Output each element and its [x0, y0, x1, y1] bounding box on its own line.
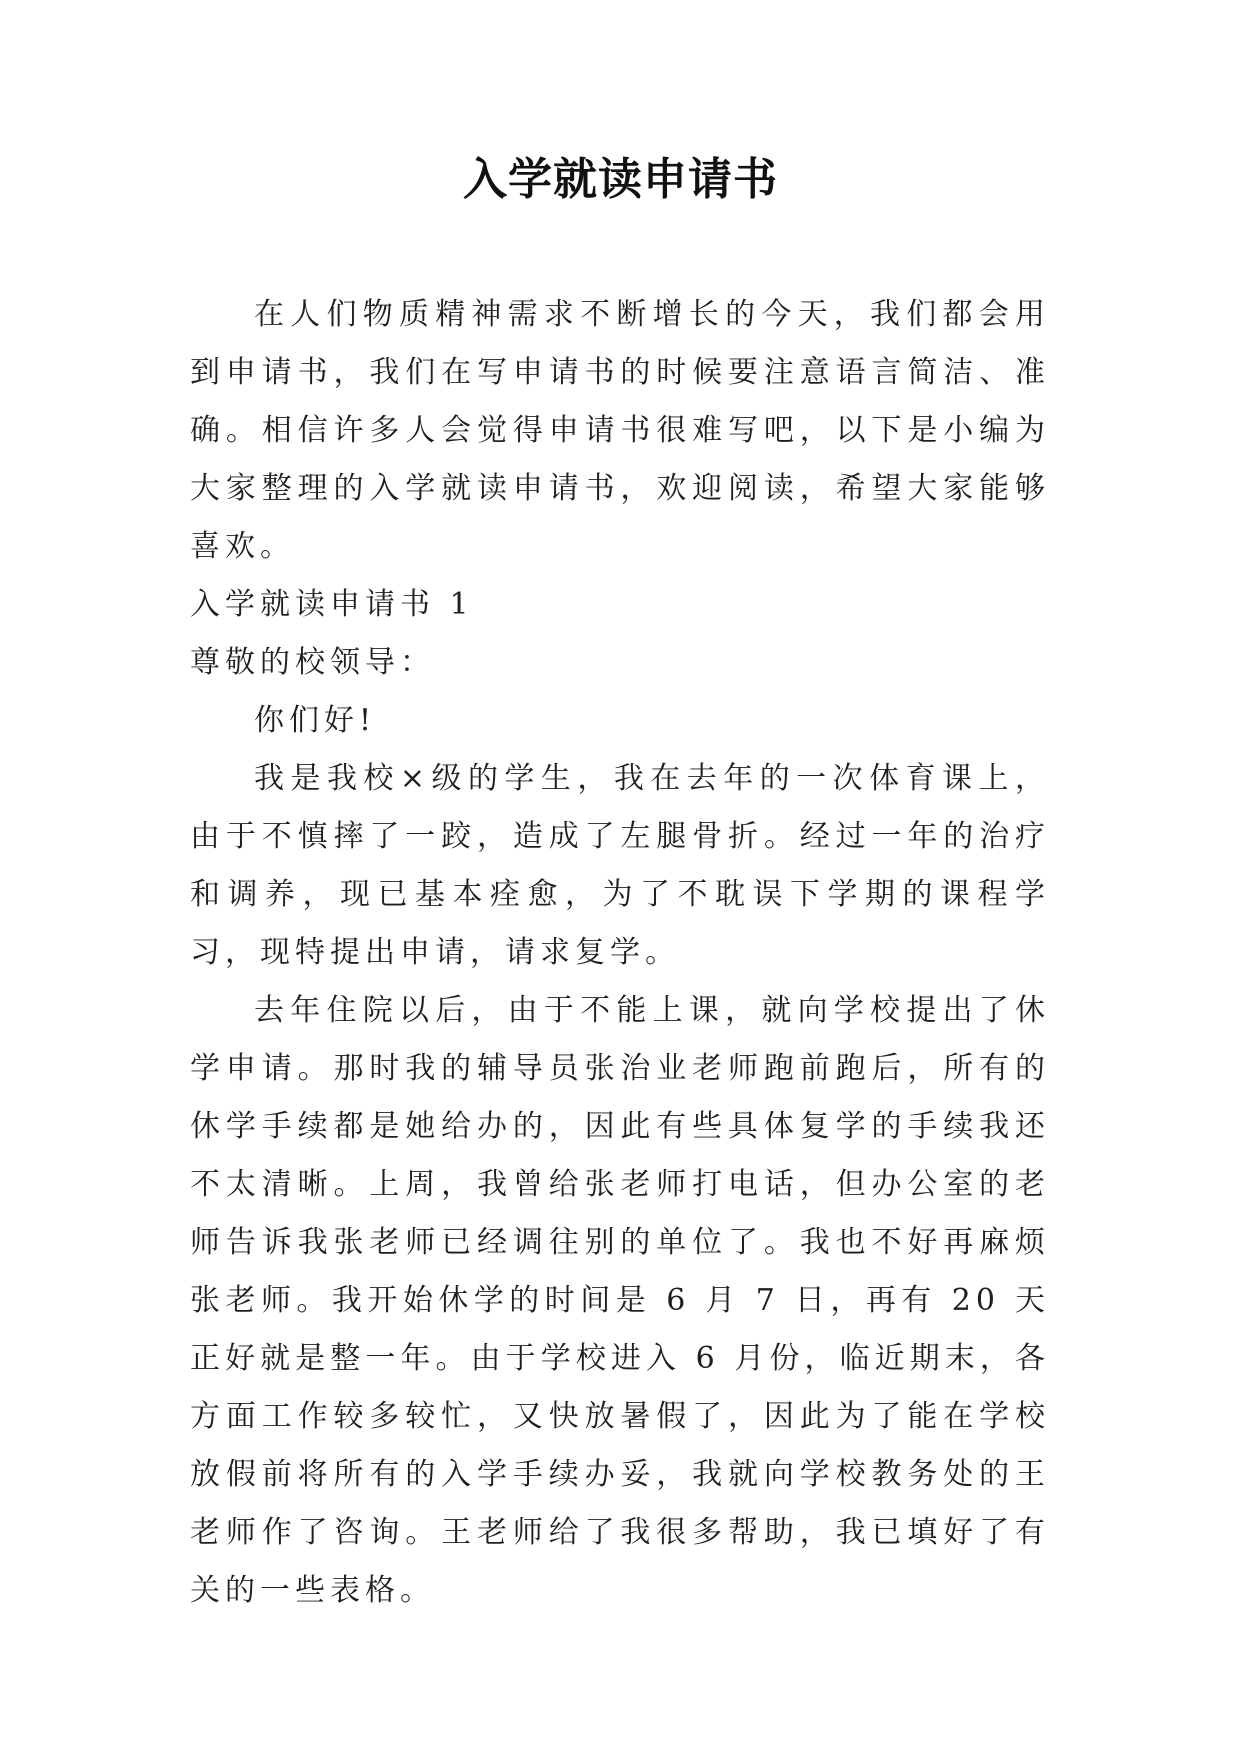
intro-text: 在人们物质精神需求不断增长的今天，我们都会用到申请书，我们在写申请书的时候要注意语言简洁、准确。相信许多人会觉得申请书很难写吧，以下是小编为大家整理的入学就读申请书，欢迎阅读，希望大家能够喜欢。: [190, 297, 1050, 564]
body-paragraph: 我是我校×级的学生，我在去年的一次体育课上，由于不慎摔了一跤，造成了左腿骨折。经过一年的治疗和调养，现已基本痊愈，为了不耽误下学期的课程学习，现特提出申请，请求复学。: [190, 761, 1050, 970]
greeting: 你们好!: [254, 703, 377, 738]
body-paragraph: 去年住院以后，由于不能上课，就向学校提出了休学申请。那时我的辅导员张治业老师跑前跑后，所有的休学手续都是她给办的，因此有些具体复学的手续我还不太清晰。上周，我曾给张老师打电话，但办公室的老师告诉我张老师已经调往别的单位了。我也不好再麻烦张老师。我开始休学的时间是 6 月 7 日，再有 20 天正好就是整一年。由于学校进入 6 月份，临近期末，各方面工作较多较忙，又快放暑假了，因此为了能在学校放假前将所有的入学手续办妥，我就向学校教务处的王老师作了咨询。王老师给了我很多帮助，我已填好了有关的一些表格。: [190, 993, 1050, 1608]
application-letter: [190, 576, 1050, 1620]
salutation: 尊敬的校领导：: [190, 645, 435, 680]
section-heading: 入学就读申请书 1: [190, 587, 474, 622]
page-title: 入学就读申请书: [463, 154, 778, 205]
intro-paragraph: [190, 286, 1050, 576]
